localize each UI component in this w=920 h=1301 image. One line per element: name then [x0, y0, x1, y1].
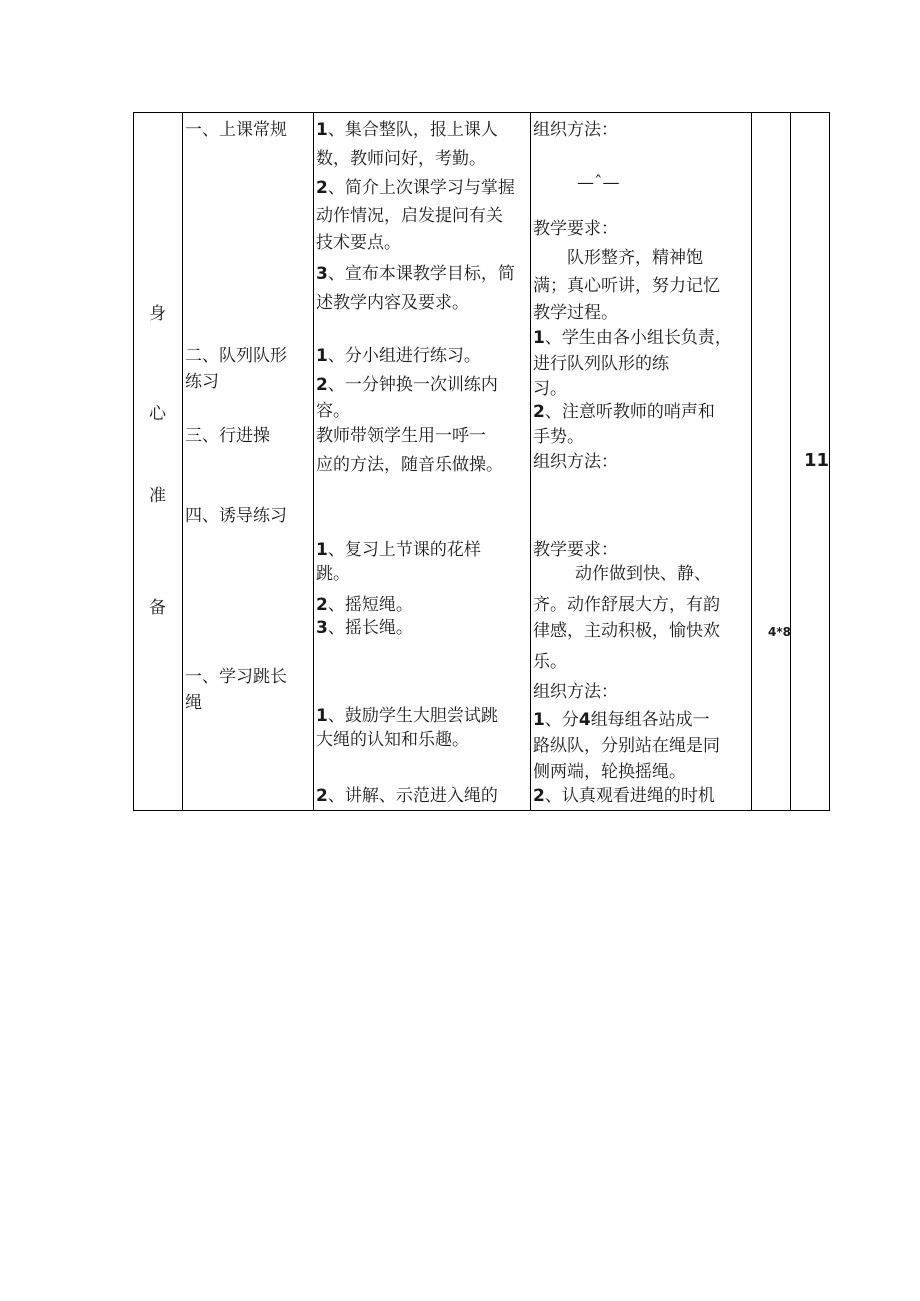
section-title-cont: 练习: [185, 372, 219, 392]
section-title: 一、学习跳长: [185, 667, 287, 687]
content-line: 1、集合整队，报上课人: [316, 120, 498, 140]
method-line: 进行队列队形的练: [533, 354, 669, 374]
stage-char-1: 身: [149, 304, 166, 324]
method-line: 教学过程。: [533, 303, 618, 323]
content-line: 动作情况，启发提问有关: [316, 206, 503, 226]
content-line: 1、鼓励学生大胆尝试跳: [316, 706, 498, 726]
content-line: 2、讲解、示范进入绳的: [316, 786, 498, 806]
content-line: 1、分小组进行练习。: [316, 346, 481, 366]
method-line: 队形整齐，精神饱: [567, 248, 703, 268]
content-line: 大绳的认知和乐趣。: [316, 730, 469, 750]
section-title-cont: 绳: [185, 693, 202, 713]
table-divider-4: [751, 112, 752, 811]
section-title: 二、队列队形: [185, 346, 287, 366]
repetition-count: 4*8: [768, 625, 791, 639]
method-line: 2、注意听教师的哨声和: [533, 402, 715, 422]
content-line: 2、一分钟换一次训练内: [316, 375, 498, 395]
method-line: 1、分4组每组各站成一: [533, 710, 710, 730]
lesson-plan-table: [133, 112, 830, 811]
method-label: 组织方法：: [533, 682, 618, 702]
content-line: 1、复习上节课的花样: [316, 540, 481, 560]
section-title: 四、诱导练习: [185, 506, 287, 526]
content-line: 技术要点。: [316, 233, 401, 253]
stage-char-2: 心: [149, 404, 166, 424]
method-line: 满；真心听讲，努力记忆: [533, 276, 720, 296]
section-title: 三、行进操: [185, 426, 270, 446]
section-title: 一、上课常规: [185, 120, 287, 140]
time-minutes: 11: [804, 450, 830, 471]
stage-char-4: 备: [149, 598, 166, 618]
requirement-label: 教学要求：: [533, 540, 618, 560]
table-divider-1: [182, 112, 183, 811]
table-divider-5: [790, 112, 791, 811]
content-line: 数，教师问好，考勤。: [316, 149, 486, 169]
method-line: 齐。动作舒展大方，有韵: [533, 595, 720, 615]
stage-char-3: 准: [149, 486, 166, 506]
content-line: 教师带领学生用一呼一: [316, 426, 486, 446]
content-line: 跳。: [316, 564, 350, 584]
table-border-left: [133, 112, 134, 811]
content-line: 2、摇短绳。: [316, 595, 413, 615]
method-line: 习。: [533, 379, 567, 399]
table-bottom-border: [133, 810, 830, 811]
method-label: 组织方法：: [533, 452, 618, 472]
formation-diagram: —ˆ—: [577, 173, 620, 193]
table-divider-2: [313, 112, 314, 811]
method-label: 组织方法：: [533, 120, 618, 140]
method-line: 律感，主动积极，愉快欢: [533, 621, 720, 641]
table-divider-3: [530, 112, 531, 811]
requirement-label: 教学要求：: [533, 219, 618, 239]
method-line: 手势。: [533, 427, 584, 447]
method-line: 乐。: [533, 652, 567, 672]
table-top-border: [133, 112, 830, 113]
method-line: 侧两端，轮换摇绳。: [533, 762, 686, 782]
content-line: 2、简介上次课学习与掌握: [316, 178, 515, 198]
method-line: 2、认真观看进绳的时机: [533, 786, 715, 806]
content-line: 3、宣布本课教学目标，简: [316, 264, 515, 284]
content-line: 3、摇长绳。: [316, 618, 413, 638]
content-line: 述教学内容及要求。: [316, 293, 469, 313]
content-line: 应的方法，随音乐做操。: [316, 455, 503, 475]
table-border-right: [829, 112, 830, 811]
method-line: 动作做到快、静、: [575, 564, 711, 584]
content-line: 容。: [316, 401, 350, 421]
method-line: 路纵队，分别站在绳是同: [533, 736, 720, 756]
method-line: 1、学生由各小组长负责，: [533, 328, 732, 348]
